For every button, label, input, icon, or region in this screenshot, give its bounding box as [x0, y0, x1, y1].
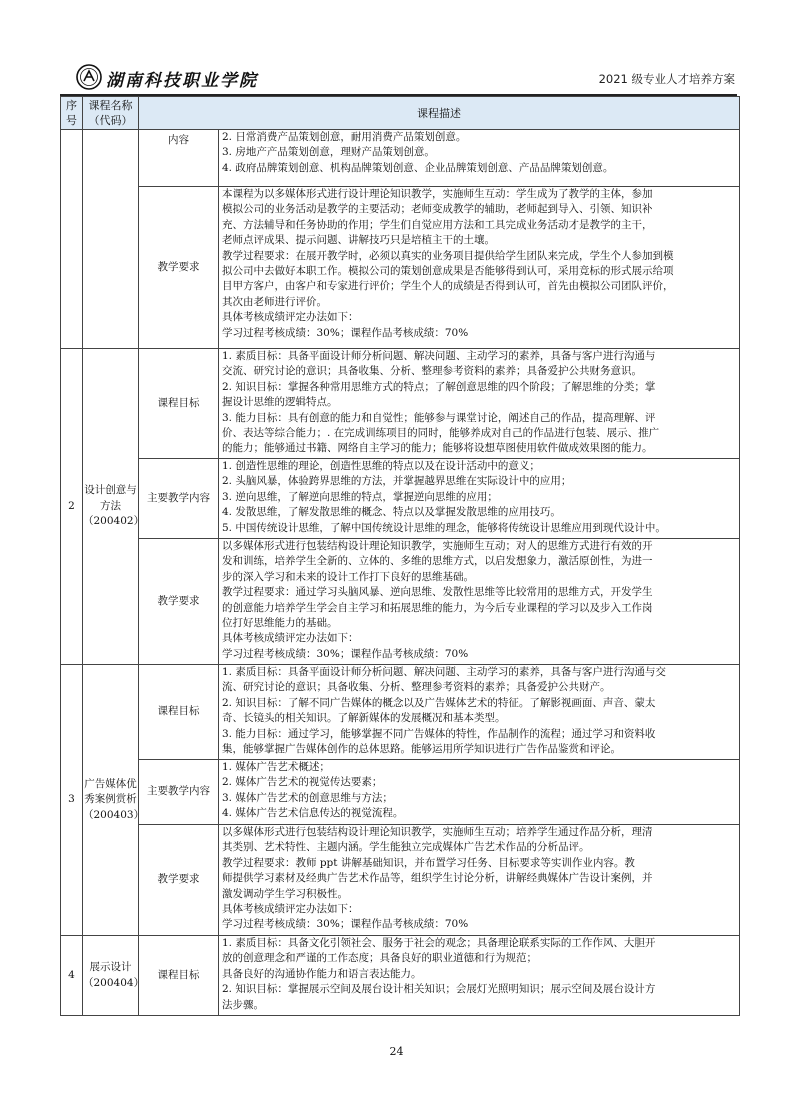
text-line: 老师点评成果、提示问题、讲解技巧只是培植主干的土壤。: [222, 234, 495, 247]
text-line: 3. 逆向思维，了解逆向思维的特点，掌握逆向思维的应用；: [222, 490, 498, 503]
requirements-text: [219, 187, 740, 349]
seq-cell: 4: [61, 936, 83, 1016]
course-name-cell: 设计创意与方法（200402）: [83, 349, 139, 665]
text-line: 奇、长镜头的相关知识。了解新媒体的发展概况和基本类型。: [222, 712, 506, 725]
text-line: 2. 知识目标：掌握展示空间及展台设计相关知识；会展灯光照明知识；展示空间及展台设计方: [222, 983, 656, 996]
table-row: [61, 130, 740, 187]
text-line: 具体考核成绩评定办法如下：: [222, 632, 359, 645]
text-line: 2. 头脑风暴，体验跨界思维的方法，并掌握越界思维在实际设计中的应用；: [222, 475, 572, 488]
text-line: 本课程为以多媒体形式进行设计理论知识教学，实施师生互动：学生成为了教学的主体，参加: [222, 188, 653, 200]
text-line: 以多媒体形式进行包装结构设计理论知识教学，实施师生互动；培养学生通过作品分析，理清: [222, 826, 653, 838]
text-line: 的能力；能够通过书籍、网络自主学习的能力；能够将设想草图使用软件做成效果图的能力。: [222, 442, 653, 455]
text-line: 交流、研究讨论的意识；具备收集、分析、整理参考资料的素养；具备爱护公共财务意识。: [222, 365, 642, 378]
text-line: 教学过程要求：通过学习头脑风暴、逆向思维、发散性思维等比较常用的思维方式，开发学生: [222, 586, 653, 599]
text-line: 1. 素质目标：具备平面设计师分析问题、解决问题、主动学习的素养，具备与客户进行沟通与: [222, 350, 656, 362]
course-table: [60, 96, 740, 1016]
text-line: 2. 知识目标：掌握各种常用思维方式的特点；了解创意思维的四个阶段；了解思维的分类；掌: [222, 380, 656, 393]
text-line: 位打好思维能力的基础。: [222, 617, 338, 630]
text-line: 集，能够掌握广告媒体创作的总体思路。能够运用所学知识进行广告作品鉴赏和评论。: [222, 743, 621, 756]
text-line: 学习过程考核成绩：30%；课程作品考核成绩：70%: [222, 647, 469, 660]
text-line: 2. 媒体广告艺术的视觉传达要素；: [222, 776, 383, 789]
subheading-course-goals: 课程目标: [139, 936, 219, 1016]
goals-text: [219, 936, 740, 1016]
text-line: 具体考核成绩评定办法如下：: [222, 903, 359, 916]
text-line: 1. 创造性思维的理论，创造性思维的特点以及在设计活动中的意义；: [222, 460, 540, 472]
text-line: 3. 房地产产品策划创意，理财产品策划创意。: [222, 146, 435, 159]
header-seq: 序号: [61, 97, 83, 130]
content-text: [219, 760, 740, 825]
subheading-main-content: 主要教学内容: [139, 459, 219, 539]
subheading-teaching-requirements: 教学要求: [139, 825, 219, 936]
text-line: 1. 素质目标：具备文化引领社会、服务于社会的观念；具备理论联系实际的工作作风、大胆开: [222, 937, 656, 949]
seq-cell: 2: [61, 349, 83, 665]
text-line: 3. 媒体广告艺术的创意思维与方法；: [222, 791, 393, 804]
subheading-content: 内容: [139, 130, 219, 187]
text-line: 1. 素质目标：具备平面设计师分析问题、解决问题、主动学习的素养，具备与客户进行沟通与交: [222, 666, 666, 678]
text-line: 以多媒体形式进行包装结构设计理论知识教学，实施师生互动；对人的思维方式进行有效的开: [222, 540, 653, 552]
text-line: 2. 知识目标：了解不同广告媒体的概念以及广告媒体艺术的特征。了解影视画面、声音、蒙太: [222, 696, 656, 709]
text-line: 2. 日常消费产品策划创意，耐用消费产品策划创意。: [222, 131, 467, 143]
text-line: 法步骤。: [222, 998, 264, 1011]
table-row: [61, 760, 740, 825]
text-line: 放的创意理念和严谨的工作态度；具备良好的职业道德和行为规范；: [222, 952, 537, 965]
text-line: 拟公司中去做好本职工作。模拟公司的策划创意成果是否能够得到认可，采用竞标的形式展示给项: [222, 265, 674, 278]
text-line: 教学过程要求：教师 ppt 讲解基础知识，并布置学习任务、目标要求等实训作业内容。教: [222, 856, 635, 869]
content-text: [219, 459, 740, 539]
goals-text: [219, 349, 740, 459]
text-line: 的创意能力培养学生学会自主学习和拓展思维的能力，为今后专业课程的学习以及步入工作岗: [222, 601, 653, 614]
text-line: 4. 媒体广告艺术信息传达的视觉流程。: [222, 807, 404, 820]
subheading-teaching-requirements: 教学要求: [139, 187, 219, 349]
requirements-text: [219, 825, 740, 936]
subheading-course-goals: 课程目标: [139, 349, 219, 459]
seq-cell: 3: [61, 665, 83, 936]
table-row: [61, 459, 740, 539]
text-line: 5. 中国传统设计思维，了解中国传统设计思维的理念，能够将传统设计思维应用到现代设计中。: [222, 521, 666, 534]
page-number: 24: [389, 1045, 404, 1058]
table-row: [61, 936, 740, 1016]
header-course-name: 课程名称（代码）: [83, 97, 139, 130]
text-line: 教学过程要求：在展开教学时，必须以真实的业务项目提供给学生团队来完成，学生个人参加到模: [222, 249, 674, 262]
text-line: 学习过程考核成绩：30%；课程作品考核成绩：70%: [222, 918, 469, 931]
course-name-cell: 展示设计（200404）: [83, 936, 139, 1016]
header-description: 课程描述: [139, 97, 740, 130]
document-title: 2021 级专业人才培养方案: [598, 72, 735, 86]
text-line: 学习过程考核成绩：30%；课程作品考核成绩：70%: [222, 326, 469, 339]
text-line: 目甲方客户，由客户和专家进行评价；学生个人的成绩是否得到认可，首先由模拟公司团队评价，: [222, 280, 674, 293]
text-line: 具体考核成绩评定办法如下：: [222, 311, 359, 324]
table-header-row: [61, 97, 740, 130]
requirements-text: [219, 539, 740, 665]
table-row: [61, 187, 740, 349]
text-line: 发和训练，培养学生全新的、立体的、多维的思维方式，以启发想象力，激活原创性，为进一: [222, 555, 653, 568]
text-line: 步的深入学习和未来的设计工作打下良好的思维基础。: [222, 570, 474, 583]
text-line: 激发调动学生学习积极性。: [222, 887, 348, 900]
page-header: [60, 66, 737, 96]
text-line: 握设计思维的逻辑特点。: [222, 396, 338, 409]
text-line: 具备良好的沟通协作能力和语言表达能力。: [222, 967, 422, 980]
school-seal-icon: [76, 64, 102, 90]
text-line: 充、方法辅导和任务协助的作用；学生们自觉应用方法和工具完成业务活动才是教学的主干，: [222, 218, 653, 231]
text-line: 4. 政府品牌策划创意、机构品牌策划创意、企业品牌策划创意、产品品牌策划创意。: [222, 161, 614, 174]
school-logo-text: 湖南科技职业学院: [106, 71, 258, 91]
text-line: 3. 能力目标：具有创意的能力和自觉性；能够参与课堂讨论，阐述自己的作品，提高理解、评: [222, 411, 656, 424]
goals-text: [219, 665, 740, 760]
text-line: 1. 媒体广告艺术概述；: [222, 761, 330, 773]
course-name-cell: 广告媒体优秀案例赏析（200403）: [83, 665, 139, 936]
table-row: [61, 349, 740, 459]
text-line: 4. 发散思维，了解发散思维的概念、特点以及掌握发散思维的应用技巧。: [222, 506, 561, 519]
text-line: 价、表达等综合能力；. 在完成训练项目的同时，能够养成对自己的作品进行包装、展示、推广: [222, 427, 660, 440]
subheading-teaching-requirements: 教学要求: [139, 539, 219, 665]
subheading-main-content: 主要教学内容: [139, 760, 219, 825]
course-name-cell: [83, 130, 139, 349]
text-line: 模拟公司的业务活动是教学的主要活动；老师变成教学的辅助，老师起到导入、引领、知识补: [222, 203, 653, 216]
content-text: [219, 130, 740, 187]
table-row: [61, 539, 740, 665]
text-line: 师提供学习素材及经典广告艺术作品等，组织学生讨论分析，讲解经典媒体广告设计案例，并: [222, 872, 653, 885]
subheading-course-goals: 课程目标: [139, 665, 219, 760]
text-line: 其类别、艺术特性、主题内涵。学生能独立完成媒体广告艺术作品的分析品评。: [222, 841, 590, 854]
text-line: 流、研究讨论的意识；具备收集、分析、整理参考资料的素养；具备爱护公共财产。: [222, 681, 611, 694]
text-line: 其次由老师进行评价。: [222, 295, 327, 308]
seq-cell: [61, 130, 83, 349]
table-row: [61, 665, 740, 760]
table-row: [61, 825, 740, 936]
text-line: 3. 能力目标：通过学习，能够掌握不同广告媒体的特性，作品制作的流程；通过学习和资料收: [222, 727, 656, 740]
